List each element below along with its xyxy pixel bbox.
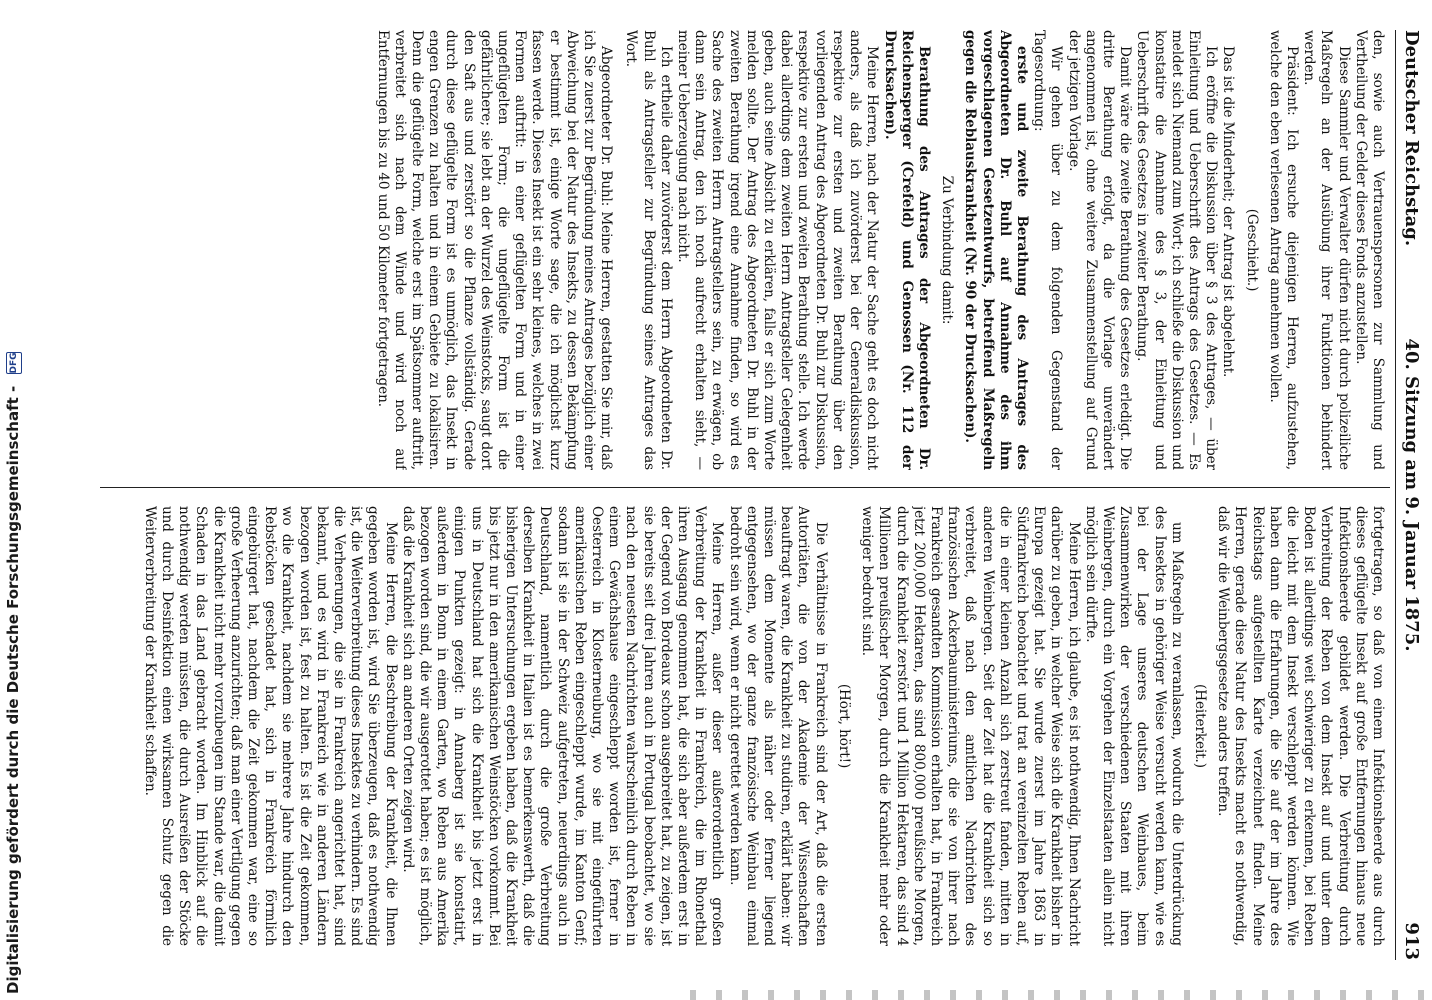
column-divider — [100, 487, 1390, 488]
scan-edge-marks — [690, 990, 1430, 1000]
stage-direction: (Heiterkeit.) — [1191, 684, 1208, 768]
paragraph-gap — [614, 30, 622, 470]
paragraph: Ich ertheile daher zuvörderst dem Herrn Abgeordneten Dr. Buhl als Antragsteller zur Begründung seines Antrages das Wort. — [623, 30, 674, 470]
stage-direction: Zu Verbindung damit: — [939, 175, 956, 325]
paragraph: Abgeordneter Dr. Buhl: Meine Herren, gestatten Sie mir, daß ich Sie zuerst zur Begründung meines Antrages bezüglich einer Abweichung bei der Natur des Insekts, zu dessen Bekämpfung er bestimmt ist, einige Worte sage, die ich möglichst kurz fassen werde. Dieses Insekt ist ein sehr kleines, welches in zwei Formen auftritt: in einer geflügelten Form und in einer ungeflügelten Form; die ungeflügelte Form ist die gefährlichere; sie lebt an der Wurzel des Weinstocks, saugt dort den Saft aus und zerstört so die Pflanze vollständig. Gerade durch diese geflügelte Form ist es unmöglich, das Insekt in engen Grenzen zu halten und in einem Gebiete zu lokalisiren. Denn die geflügelte Form, welche erst im Spätsommer auftritt, verbreitet sich nach dem Winde und wird noch auf Entfernungen bis zu 40 und 50 Kilometer fortgetragen. — [374, 30, 615, 470]
paragraph: den, sowie auch Vertrauenspersonen zur Sammlung und Vertheilung der Gelder dieses Fonds anzustellen. — [1352, 30, 1386, 470]
paragraph: Das ist die Minderheit; der Antrag ist abgelehnt. — [1220, 46, 1237, 378]
agenda-heading: Berathung des Antrages der Abgeordneten Dr. Reichensperger (Crefeld) und Genossen (Nr. 112 der Drucksachen). — [881, 30, 932, 470]
stage-direction: (Hört, hört!) — [835, 683, 852, 769]
dfg-logo-icon: DFG — [6, 353, 22, 375]
running-head — [1395, 30, 1422, 960]
footer-text: Digitalisierung gefördert durch die Deutsche Forschungsgemeinschaft - — [4, 385, 22, 994]
paragraph: Meine Herren, nach der Natur der Sache geht es doch nicht anders, als daß ich zuvörderst bei der Generaldiskussion, respektive zur ersten und zweiten Berathung über den vorliegenden Antrag des Abgeordneten Dr. Buhl zur Diskussion, respektive zur ersten und zweiten Berathung stelle. Ich werde dabei allerdings dem zweiten Herrn Antragsteller Gelegenheit geben, auch seine Absicht zu erklären, falls er sich zum Worte melden sollte. Der Antrag des Abgeordneten Dr. Buhl in der zweiten Berathung irgend eine Annahme finden, so wird es Sache des zweiten Herrn Antragstellers sein, zu erwägen, ob dann sein Antrag, den ich noch aufrecht erhalten sieht, — meiner Ueberzeugung nach nicht. — [675, 30, 881, 470]
paragraph: Meine Herren, ich glaube, es ist nothwendig, Ihnen Nachricht darüber zu geben, in welcher Weise sich die Krankheit bisher in Europa gezeigt hat. Sie wurde zuerst im Jahre 1863 in Südfrankreich beobachtet und trat an vereinzelten Reben auf, die in einer kleinen Anzahl sich zerstreut fanden, mitten in anderen Weinbergen. Seit der Zeit hat die Krankheit sich so verbreitet, daß nach den amtlichen Nachrichten des französischen Ackerbauministeriums, die sie von ihrer nach Frankreich gesandten Kommission erhalten hat, in Frankreich jetzt 200,000 Hektaren, das sind 800,000 preußische Morgen, durch die Krankheit zerstört und 1 Million Hektaren, das sind 4 Millionen preußischer Morgen, durch die Krankheit mehr oder weniger bedroht sind. — [859, 506, 1082, 946]
agenda-heading: erste und zweite Berathung des Antrages des Abgeordneten Dr. Buhl auf Annahme des ihm vorgeschlagenen Gesetzentwurfs, betreffend Maßregeln gegen die Reblauskrankheit (Nr. 90 der Drucksachen). — [962, 30, 1030, 470]
paragraph: Ich eröffne die Diskussion über § 3 des Antrages, — über Einleitung und Ueberschrift des Antrags des Gesetzes. — Es meldet sich Niemand zum Wort; ich schließe die Diskussion und konstatire die Annahme des § 3, der Einleitung und Ueberschrift des Gesetzes in zweiter Berathung. — [1134, 30, 1220, 470]
paragraph: Wir gehen über zu dem folgenden Gegenstand der Tagesordnung: — [1031, 30, 1065, 470]
header-page-number: 913 — [1401, 922, 1422, 960]
header-session: 40. Sitzung am 9. Januar 1875. — [1401, 338, 1422, 652]
paragraph: um Maßregeln zu veranlassen, wodurch die Unterdrückung des Insektes in gehöriger Weise versucht werden kann, wie es bei der Lage unseres deutschen Weinbaues, beim Zusammenwirken der verschiedenen Staaten mit ihren Weinbergen, durch ein Vorgehen der Einzelstaaten allein nicht möglich sein dürfte. — [1082, 506, 1185, 946]
paragraph: Die Verhältnisse in Frankreich sind der Art, daß die ersten Autoritäten, die von der Akademie der Wissenschaften beauftragt waren, die Krankheit zu studiren, erklärt haben: wir müssen dem Momente als näher oder ferner liegend entgegensehen, wo der ganze französische Weinbau einmal bedroht sein wird, wenn er nicht gerettet werden kann. — [726, 506, 829, 946]
digitization-footer — [0, 0, 26, 1000]
paragraph: Diese Sammler und Verwalter dürfen nicht durch polizeiliche Maßregeln an der Ausübung ihrer Funktionen behindert werden. — [1301, 30, 1352, 470]
paragraph: fortgetragen, so daß von einem Infektionsheerde aus durch dieses geflügelte Insekt auf große Entfernungen hinaus neue Infektionsheerde gebildet werden. Die Verbreitung durch Verbreitung der Reben von dem Insekt auf und unter dem Boden ist allerdings weit schwieriger zu erkennen, bei Reben die leicht mit dem Insekt verschleppt werden können. Wie haben dann die Erfahrungen, die Sie auf der im Jahre des Reichstags aufgestellten Karte verzeichnet finden. Meine Herren, gerade diese Natur des Insekts macht es nothwendig, daß wir die Weinbergsgesetze anders treffen. — [1215, 506, 1386, 946]
left-column — [106, 30, 1386, 470]
header-title: Deutscher Reichstag. — [1401, 30, 1422, 247]
paragraph: Meine Herren, die Beschreibung der Krankheit, die Ihnen gegeben worden ist, wird Sie überzeugen, daß es nothwendig ist, die Weiterverbreitung dieses Insektes zu verhindern. Es sind die Verheerungen, die sie in Frankreich angerichtet hat, sind bekannt, und es wird in Frankreich wie in anderen Ländern bezogen worden ist, fest zu halten. Es ist die Zeit gekommen, wo die Krankheit, nachdem sie mehrere Jahre hindurch den Rebstöcken geschadet hat, sich in Frankreich förmlich eingebürgert hat, nachdem die Zeit gekommen war, eine so große Verheerung anzurichten; daß man einer Vertilgung gegen die Krankheit nicht mehr vorzubeugen im Stande war, die damit Schaden in das Land gebracht worden. Im Hinblick auf die nothwendig werden müssten, die durch Ausreißen der Stöcke und durch Desinfektion einen wirksamen Schutz gegen die Weiterverbreitung der Krankheit schaffen. — [141, 506, 399, 946]
document-page — [100, 0, 1430, 990]
stage-direction: (Geschieht.) — [1243, 208, 1260, 292]
right-column — [106, 506, 1386, 946]
paragraph: Damit wäre die zweite Berathung des Gesetzes erledigt. Die dritte Berathung erfolgt, da die Vorlage unverändert angenommen ist, ohne weitere Zusammenstellung auf Grund der jetzigen Vorlage. — [1065, 30, 1134, 470]
paragraph: Meine Herren, außer dieser außerordentlich großen Verbreitung der Krankheit in Frankreich, die im Rhonethal ihren Ausgang genommen hat, die sich aber außerdem erst in der Gegend von Bordeaux schon ausgebreitet hat, zu zeigen, ist sie bereits seit drei Jahren auch in Portugal beobachtet, wo sie nach den neuesten Nachrichten wahrscheinlich durch Reben in einem Gewächshause eingeschleppt worden ist, ferner in Oesterreich in Klosterneuburg, wo sie mit eingeführten amerikanischen Reben eingeschleppt wurde, im Kanton Genf; sodann ist sie in der Schweiz aufgetreten, neuerdings auch in Deutschland, namentlich durch die große Verbreitung derselben Krankheit in Italien ist es bemerkenswerth, daß die bisherigen Untersuchungen ergeben haben, daß die Krankheit bis jetzt nur in den amerikanischen Weinstöcken vorkommt. Bei uns in Deutschland hat sich die Krankheit bis jetzt erst in einigen Punkten gezeigt: in Annaberg ist sie konstatirt, außerdem in Bonn in einem Garten, wo Reben aus Amerika bezogen worden sind, die wir ausgerottet haben; es ist möglich, daß die Krankheit sich an anderen Orten zeigen wird. — [399, 506, 726, 946]
paragraph: Präsident: Ich ersuche diejenigen Herren, aufzustehen, welche den eben verlesenen Antrag annehmen wollen. — [1266, 30, 1300, 470]
